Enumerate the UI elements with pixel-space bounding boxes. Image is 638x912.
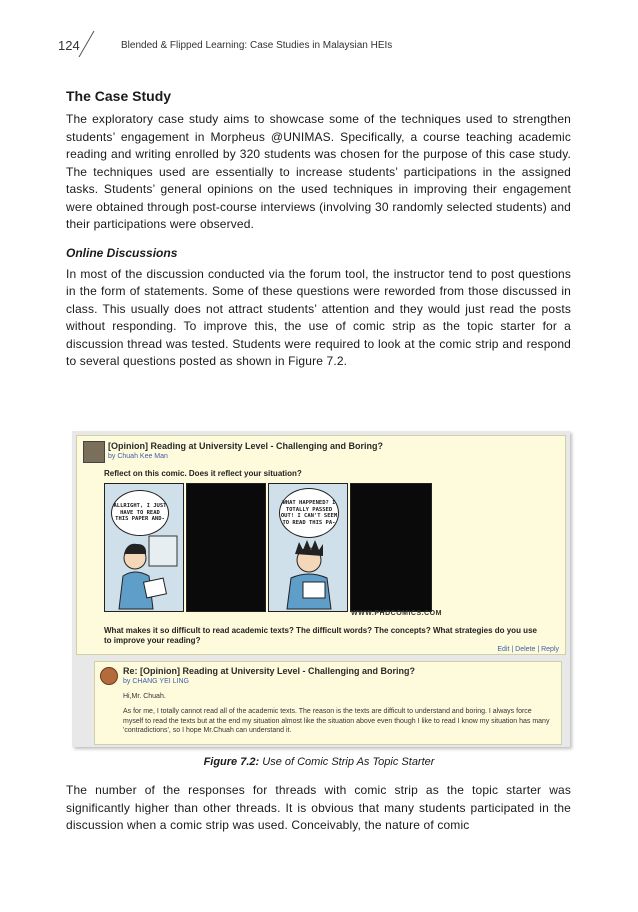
comic-credit: WWW.PHDCOMICS.COM	[351, 610, 442, 617]
speech-bubble: WHAT HAPPENED? I TOTALLY PASSED OUT! I CAN'T SEEM TO READ THIS PA-	[279, 488, 339, 538]
avatar	[100, 667, 118, 685]
comic-panel-2	[186, 483, 266, 612]
main-content	[66, 88, 571, 371]
comic-strip	[104, 483, 442, 617]
running-title: Blended & Flipped Learning: Case Studies in Malaysian HEIs	[121, 40, 393, 51]
subsection-heading: Online Discussions	[66, 245, 178, 260]
header-divider	[79, 31, 95, 57]
forum-post	[76, 435, 566, 655]
page-header	[0, 0, 638, 70]
reply-author[interactable]: by CHANG YEI LING	[123, 678, 190, 685]
page-number: 124	[58, 38, 80, 53]
post-actions-links[interactable]: Edit | Delete | Reply	[497, 646, 559, 653]
student-reading-icon	[105, 484, 183, 611]
section-heading: The Case Study	[66, 88, 172, 104]
forum-reply	[94, 661, 562, 745]
post-author[interactable]: by Chuah Kee Man	[108, 453, 168, 460]
online-discussions-paragraph: In most of the discussion conducted via the forum tool, the instructor tend to post questions in the form of statements. Some of these questions were reworded from those discussed in class. This usually does not attract students’ attention and they would just read the posts without responding. To improve this, the use of comic strip as the topic starter for a discussion thread was tested. Students were required to look at the comic strip and respond to several questions posted as shown in Figure 7.2.	[66, 266, 571, 368]
case-study-paragraph: The exploratory case study aims to showcase some of the techniques used to strengthen students’ engagement in Morpheus @UNIMAS. Specifically, a course teaching academic reading and writing enrolled by 320 students was chosen for the purpose of this case study. The techniques used are essentially to increase students’ participations in the assigned tasks. Students’ general opinions on the used techniques in improving their engagement were obtained through post-course interviews (involving 30 randomly selected students) and their participations were observed.	[66, 112, 571, 231]
figure-caption	[0, 756, 638, 768]
post-title[interactable]: [Opinion] Reading at University Level - Challenging and Boring?	[108, 441, 384, 451]
post-body: What makes it so difficult to read academic texts? The difficult words? The concepts? What strategies do you use to improve your reading?	[104, 626, 537, 645]
reply-title[interactable]: Re: [Opinion] Reading at University Level - Challenging and Boring?	[123, 666, 416, 676]
reply-greeting: Hi,Mr. Chuah.	[123, 693, 166, 700]
reply-text: As for me, I totally cannot read all of the academic texts. The reason is the texts are difficult to understand and boring. I always force myself to read the texts but at the end my situation almost like the situation above even though I like to read I know my situation has many 'contradictions', so I hope Mr.Chuah can understand it.	[123, 708, 550, 734]
student-confused-icon	[269, 484, 347, 611]
comic-panel-4	[350, 483, 432, 612]
closing-paragraph: The number of the responses for threads with comic strip as the topic starter was significantly higher than other threads. It is obvious that many students participated in the discussion when a comic strip was used. Conceivably, the nature of comic	[66, 783, 571, 832]
speech-bubble: ALLRIGHT, I JUST HAVE TO READ THIS PAPER AND-	[111, 490, 169, 536]
closing-content	[66, 782, 571, 835]
comic-panel-3	[268, 483, 348, 612]
comic-panel-1	[104, 483, 184, 612]
caption-label: Figure 7.2:	[203, 756, 260, 768]
forum-screenshot-figure	[72, 431, 570, 747]
avatar	[83, 441, 105, 463]
post-question: Reflect on this comic. Does it reflect your situation?	[104, 469, 302, 478]
caption-text: Use of Comic Strip As Topic Starter	[259, 756, 435, 768]
